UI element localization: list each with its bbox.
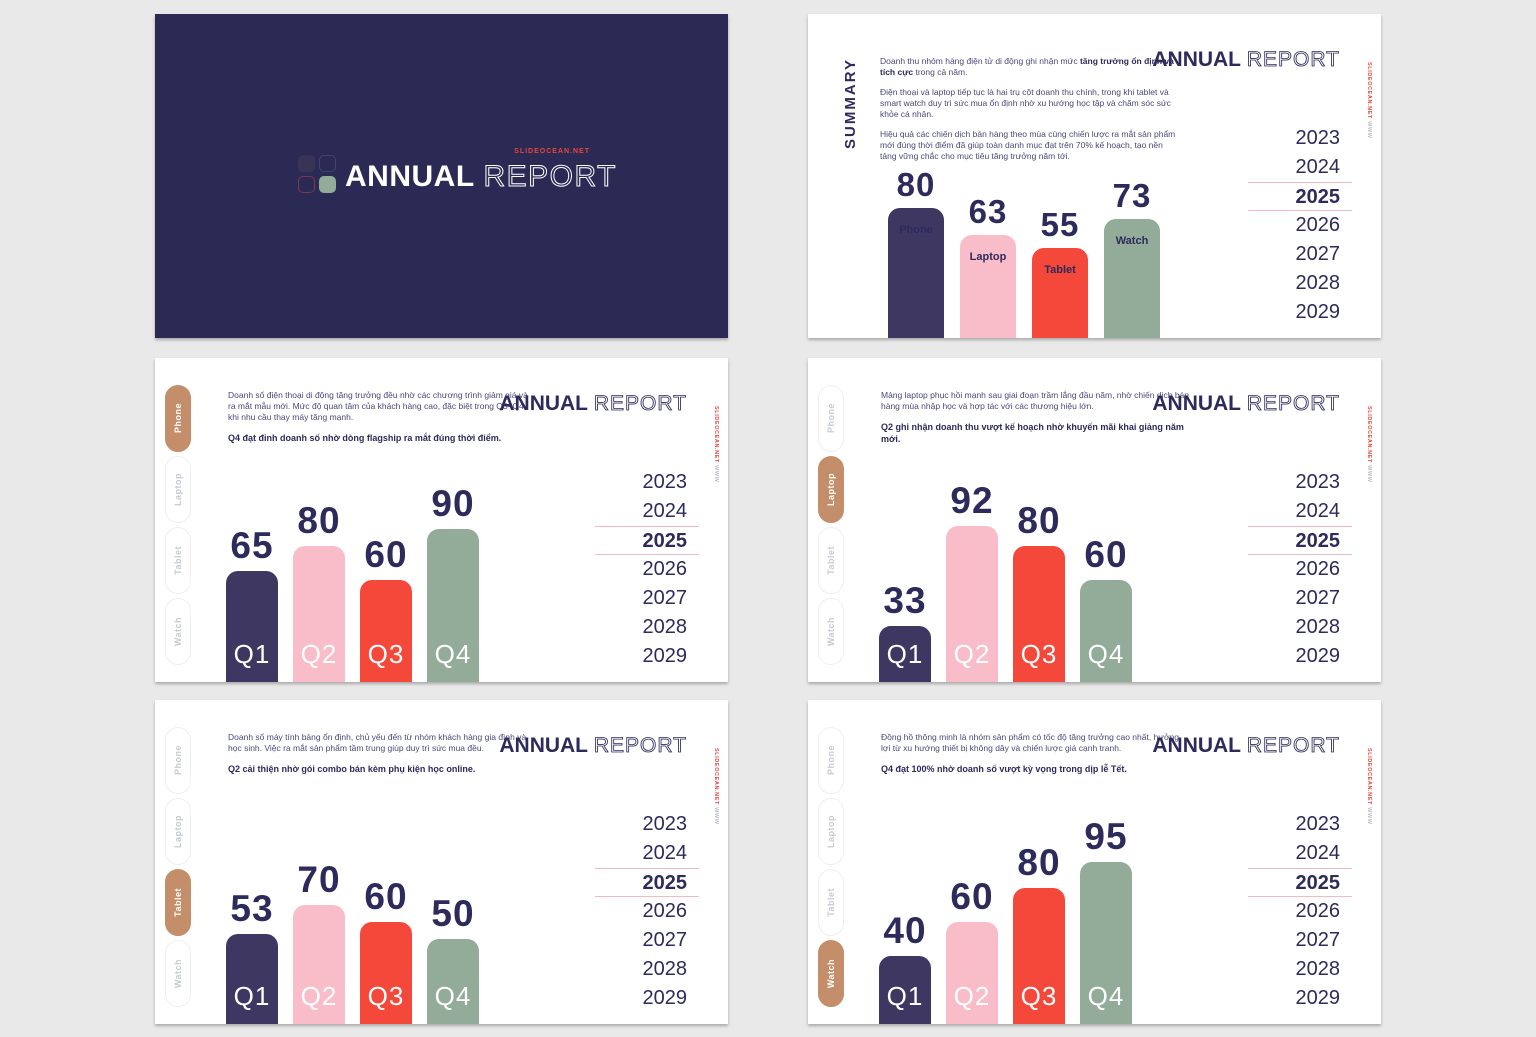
year-2026: 2026 — [1295, 214, 1340, 236]
summary-paragraph-3: Hiệu quả các chiến dịch bán hàng theo mùa cùng chiến lược ra mắt sản phẩm mới đúng thời điểm đã giúp toàn danh mục đạt trên 70% kế hoạch, tạo nền tảng vững chắc cho mục tiêu tăng trưởng năm tới. — [880, 129, 1176, 161]
bar-value: 60 — [1084, 534, 1128, 575]
bar-value: 70 — [297, 859, 341, 900]
bar-group-q4 — [1080, 358, 1132, 682]
bar-group-q2 — [293, 358, 345, 682]
tablet-body: Doanh số máy tính bảng ổn định, chủ yếu đến từ nhóm khách hàng gia đình và học sinh. Việc ra mắt sản phẩm tầm trung giúp duy trì sức mua đều. — [228, 732, 527, 753]
sidebar-category-label: Phone — [173, 403, 183, 434]
summary-vertical-label: SUMMARY — [842, 58, 859, 149]
bar-q3 — [360, 922, 412, 1024]
p1-pre: Doanh thu nhóm hàng điện tử di động ghi nhận mức — [880, 56, 1080, 66]
slide-summary — [808, 14, 1381, 338]
watch-quarterly-chart — [808, 700, 1381, 1024]
year-2028: 2028 — [642, 958, 687, 980]
bar-value: 80 — [1017, 500, 1061, 541]
year-2028: 2028 — [1295, 616, 1340, 638]
sidebar-category-label: Laptop — [173, 473, 183, 506]
bar-group-q3 — [1013, 700, 1065, 1024]
bar-label: Tablet — [1044, 264, 1076, 276]
year-2028: 2028 — [1295, 272, 1340, 294]
bar-label: Laptop — [969, 251, 1007, 263]
year-2026: 2026 — [1295, 900, 1340, 922]
bar-label: Q4 — [1087, 639, 1125, 669]
watermark-suffix: WWW — [713, 807, 719, 825]
bar-q1 — [226, 934, 278, 1024]
watermark-site: SLIDEOCEAN.NET — [713, 406, 719, 463]
bar-q4 — [427, 529, 479, 682]
header-annual: ANNUAL — [499, 392, 589, 415]
logo-square-purple-outline-icon — [319, 155, 336, 172]
sidebar-category-label: Tablet — [826, 546, 836, 575]
slide-tablet — [155, 700, 728, 1024]
bar-group-phone — [888, 14, 944, 338]
year-2025: 2025 — [1248, 526, 1352, 555]
bar-group-watch — [1104, 14, 1160, 338]
header-report: REPORT — [593, 734, 687, 757]
bar-group-q4 — [427, 358, 479, 682]
year-2029: 2029 — [642, 987, 687, 1009]
header-annual: ANNUAL — [1152, 734, 1242, 757]
sidebar-category-label: Watch — [173, 958, 183, 989]
year-2029: 2029 — [642, 645, 687, 667]
year-2029: 2029 — [1295, 301, 1340, 323]
sidebar-category-label: Laptop — [826, 815, 836, 848]
year-2025: 2025 — [1248, 182, 1352, 211]
phone-quarterly-chart — [155, 358, 728, 682]
title-text — [345, 160, 617, 194]
bar-q2 — [946, 922, 998, 1024]
bar-value: 73 — [1112, 177, 1152, 214]
bar-value: 60 — [364, 534, 408, 575]
bar-value: 33 — [883, 580, 927, 621]
year-2024: 2024 — [1295, 500, 1340, 522]
year-2024: 2024 — [1295, 842, 1340, 864]
bar-label: Q4 — [434, 981, 472, 1011]
watermark-site: SLIDEOCEAN.NET — [1366, 62, 1372, 119]
logo-square-green-fill-icon — [319, 176, 336, 193]
bar-group-laptop — [960, 14, 1016, 338]
bar-q3 — [360, 580, 412, 682]
bar-group-q1 — [879, 700, 931, 1024]
sidebar-category-label: Laptop — [173, 815, 183, 848]
bar-value: 80 — [1017, 842, 1061, 883]
header-report: REPORT — [1246, 48, 1340, 71]
sidebar-category-label: Watch — [826, 616, 836, 647]
bar-value: 60 — [364, 876, 408, 917]
slide-title — [155, 14, 728, 338]
phone-body: Doanh số điện thoại di động tăng trưởng đều nhờ các chương trình giảm giá và ra mắt mẫu mới. Mức độ quan tâm của khách hàng cao, đặc biệt trong Q3–Q4 khi nhu cầu thay máy tăng mạnh. — [228, 390, 528, 422]
sidebar-category-label: Phone — [826, 403, 836, 434]
watch-highlight: Q4 đạt 100% nhờ doanh số vượt kỳ vọng trong dịp lễ Tết. — [881, 764, 1127, 774]
phone-highlight: Q4 đạt đỉnh doanh số nhờ dòng flagship ra mắt đúng thời điểm. — [228, 433, 502, 443]
watermark-suffix: WWW — [1366, 807, 1372, 825]
summary-paragraph-2: Điện thoại và laptop tiếp tục là hai trụ cột doanh thu chính, trong khi tablet và smart watch duy trì sức mua ổn định nhờ xu hướng học tập và chăm sóc sức khỏe cá nhân. — [880, 87, 1171, 119]
sidebar-category-label: Watch — [826, 958, 836, 989]
bar-label: Q2 — [953, 639, 991, 669]
bar-watch — [1104, 219, 1160, 338]
bar-group-q4 — [427, 700, 479, 1024]
sidebar-category-label: Tablet — [826, 888, 836, 917]
bar-q3 — [1013, 888, 1065, 1024]
year-2027: 2027 — [1295, 929, 1340, 951]
title-report: REPORT — [483, 160, 617, 193]
year-2027: 2027 — [642, 929, 687, 951]
year-2029: 2029 — [1295, 645, 1340, 667]
laptop-body: Mảng laptop phục hồi mạnh sau giai đoạn trầm lắng đầu năm, nhờ chiến dịch bán hàng mùa nhập học và hợp tác với các thương hiệu lớn. — [881, 390, 1190, 411]
year-2025: 2025 — [1248, 868, 1352, 897]
bar-tablet — [1032, 248, 1088, 338]
bar-group-q2 — [293, 700, 345, 1024]
year-2027: 2027 — [1295, 587, 1340, 609]
year-2027: 2027 — [642, 587, 687, 609]
watermark-site: SLIDEOCEAN.NET — [1366, 748, 1372, 805]
bar-group-tablet — [1032, 14, 1088, 338]
bar-label: Q3 — [1020, 639, 1058, 669]
header-annual: ANNUAL — [1152, 48, 1242, 71]
year-2023: 2023 — [1295, 471, 1340, 493]
year-2026: 2026 — [642, 558, 687, 580]
site-label: SLIDEOCEAN.NET — [514, 148, 590, 155]
year-2023: 2023 — [1295, 813, 1340, 835]
bar-q1 — [226, 571, 278, 682]
year-2024: 2024 — [1295, 156, 1340, 178]
bar-q2 — [293, 905, 345, 1024]
bar-label: Q2 — [300, 981, 338, 1011]
bar-label: Q3 — [367, 639, 405, 669]
year-2024: 2024 — [642, 842, 687, 864]
bar-q4 — [427, 939, 479, 1024]
bar-value: 92 — [950, 480, 994, 521]
title-annual: ANNUAL — [345, 160, 475, 193]
bar-label: Q1 — [233, 639, 271, 669]
year-2028: 2028 — [1295, 958, 1340, 980]
watermark-suffix: WWW — [713, 465, 719, 483]
bar-q1 — [879, 956, 931, 1024]
laptop-highlight: Q2 ghi nhận doanh thu vượt kế hoạch nhờ khuyến mãi khai giảng năm mới. — [881, 422, 1184, 444]
bar-label: Watch — [1115, 235, 1149, 247]
bar-value: 65 — [230, 525, 274, 566]
logo-square-purple-fill-icon — [298, 155, 315, 172]
watermark-site: SLIDEOCEAN.NET — [1366, 406, 1372, 463]
header-report: REPORT — [593, 392, 687, 415]
sidebar-category-label: Laptop — [826, 473, 836, 506]
year-2026: 2026 — [642, 900, 687, 922]
bar-value: 80 — [297, 500, 341, 541]
year-2024: 2024 — [642, 500, 687, 522]
sidebar-category-label: Watch — [173, 616, 183, 647]
watermark-site: SLIDEOCEAN.NET — [713, 748, 719, 805]
bar-value: 40 — [883, 910, 927, 951]
slide-phone — [155, 358, 728, 682]
header-annual: ANNUAL — [1152, 392, 1242, 415]
watch-body: Đồng hồ thông minh là nhóm sản phẩm có tốc độ tăng trưởng cao nhất, hưởng lợi từ xu hướng thiết bị không dây và chiến lược giá cạnh tranh. — [881, 732, 1180, 753]
bar-q4 — [1080, 580, 1132, 682]
p1-post: trong cả năm. — [913, 67, 968, 77]
header-annual: ANNUAL — [499, 734, 589, 757]
bar-laptop — [960, 235, 1016, 338]
logo-square-red-outline-icon — [298, 176, 315, 193]
bar-label: Q2 — [300, 639, 338, 669]
bar-value: 63 — [968, 193, 1008, 230]
bar-value: 95 — [1084, 816, 1128, 857]
year-2023: 2023 — [642, 813, 687, 835]
bar-q1 — [879, 626, 931, 682]
year-2029: 2029 — [1295, 987, 1340, 1009]
header-report: REPORT — [1246, 734, 1340, 757]
bar-value: 55 — [1040, 206, 1080, 243]
tablet-quarterly-chart — [155, 700, 728, 1024]
logo — [298, 155, 336, 193]
year-2025: 2025 — [595, 526, 699, 555]
sidebar-category-label: Tablet — [173, 546, 183, 575]
bar-value: 80 — [896, 166, 936, 203]
bar-label: Q4 — [434, 639, 472, 669]
bar-label: Q1 — [886, 639, 924, 669]
laptop-quarterly-chart — [808, 358, 1381, 682]
bar-value: 90 — [431, 483, 475, 524]
bar-label: Phone — [899, 224, 933, 236]
year-2026: 2026 — [1295, 558, 1340, 580]
watermark-suffix: WWW — [1366, 465, 1372, 483]
bar-group-q3 — [1013, 358, 1065, 682]
year-2023: 2023 — [1295, 127, 1340, 149]
year-2023: 2023 — [642, 471, 687, 493]
bar-q4 — [1080, 862, 1132, 1024]
bar-value: 53 — [230, 888, 274, 929]
watermark-suffix: WWW — [1366, 121, 1372, 139]
sidebar-category-label: Phone — [173, 745, 183, 776]
bar-group-q3 — [360, 700, 412, 1024]
bar-label: Q1 — [886, 981, 924, 1011]
bar-label: Q1 — [233, 981, 271, 1011]
bar-q2 — [946, 526, 998, 682]
slide-watch — [808, 700, 1381, 1024]
summary-chart — [808, 14, 1381, 338]
bar-label: Q3 — [367, 981, 405, 1011]
bar-label: Q2 — [953, 981, 991, 1011]
bar-value: 60 — [950, 876, 994, 917]
year-2025: 2025 — [595, 868, 699, 897]
tablet-highlight: Q2 cải thiện nhờ gói combo bán kèm phụ kiện học online. — [228, 764, 476, 774]
sidebar-category-label: Tablet — [173, 888, 183, 917]
p1-bold: tăng trưởng ổn định và tích cực — [880, 56, 1174, 77]
bar-value: 50 — [431, 893, 475, 934]
bar-label: Q4 — [1087, 981, 1125, 1011]
header-report: REPORT — [1246, 392, 1340, 415]
sidebar-category-label: Phone — [826, 745, 836, 776]
bar-label: Q3 — [1020, 981, 1058, 1011]
year-2027: 2027 — [1295, 243, 1340, 265]
year-2028: 2028 — [642, 616, 687, 638]
slide-laptop — [808, 358, 1381, 682]
bar-group-q4 — [1080, 700, 1132, 1024]
